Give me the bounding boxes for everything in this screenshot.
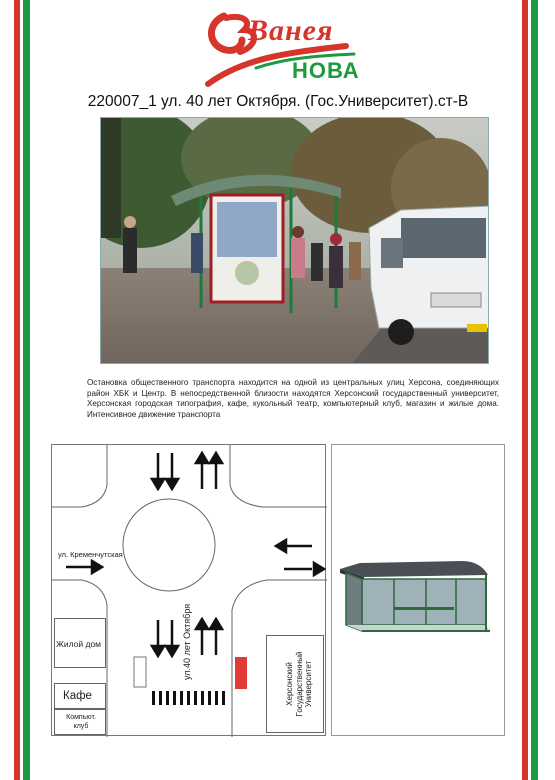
left-red-stripe [14,0,20,780]
university-label: Херсонский Государственный Университет [285,651,313,717]
cafe-building [54,683,106,709]
location-map [51,444,326,736]
computer-club-building [54,709,106,735]
page-title: 220007_1 ул. 40 лет Октября. (Гос.Университет).ст-В [87,93,469,110]
university-building [266,635,324,733]
right-red-stripe [522,0,528,780]
residential-label: Жилой дом [56,639,102,649]
right-green-stripe [531,0,538,780]
location-description: Остановка общественного транспорта находится на одной из центральных улиц Херсона, соединяющих район ХБК и Центр. В непосредственной близости находятся Херсонский государственный университет, Херсонская городская типография, кафе, кукольный театр, компьютерный клуб, магазин и жилые дома. Интенсивное движение транспорта [87,378,499,419]
cafe-label: Кафе [63,690,92,702]
logo-word-1: Ванея [248,14,334,47]
left-green-stripe [23,0,30,780]
bus-stop-photo [100,117,489,364]
logo-word-2: НОВА [292,58,360,83]
street-label-40-let: ул.40 лет Октября [182,603,192,680]
computer-club-label: Компьют. клуб [66,714,96,730]
residential-building [54,618,106,668]
street-label-kremenchutskaya: ул. Кременчутская [58,550,123,559]
shelter-illustration-panel [331,444,505,736]
bus-shelter-illustration-icon [332,445,506,737]
company-logo [196,6,366,90]
